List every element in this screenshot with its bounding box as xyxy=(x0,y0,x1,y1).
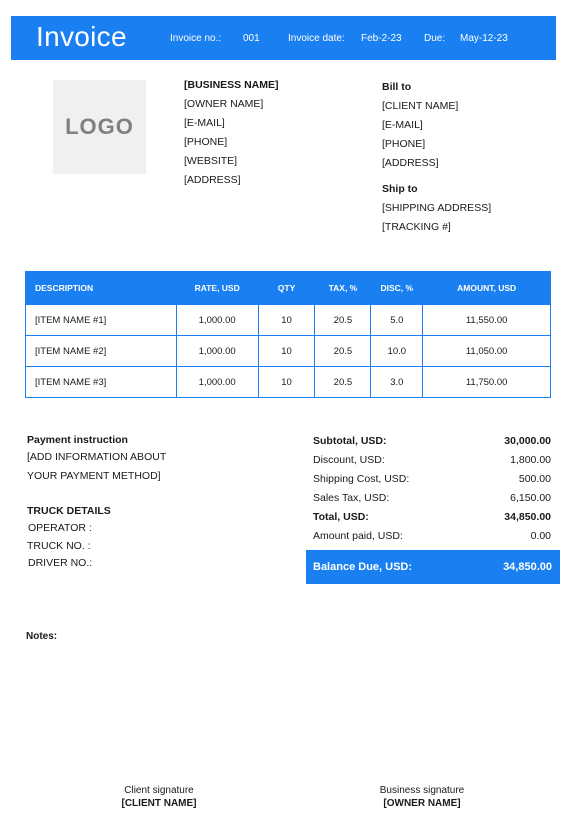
tracking-number: [TRACKING #] xyxy=(382,221,451,233)
column-header: RATE, USD xyxy=(176,272,258,305)
client-email: [E-MAIL] xyxy=(382,119,423,131)
truck-details-heading: TRUCK DETAILS xyxy=(27,505,111,517)
client-signature-label: Client signature xyxy=(124,785,194,796)
column-header: DESCRIPTION xyxy=(26,272,177,305)
invoice-date-value: Feb-2-23 xyxy=(361,33,402,44)
business-signature-name: [OWNER NAME] xyxy=(383,798,461,809)
item-tax: 20.5 xyxy=(315,305,371,336)
invoice-date-label: Invoice date: xyxy=(288,33,345,44)
item-disc: 5.0 xyxy=(371,305,423,336)
tax-row xyxy=(313,489,551,508)
invoice-title: Invoice xyxy=(36,21,127,52)
payment-line-2: YOUR PAYMENT METHOD] xyxy=(27,470,161,482)
business-signature xyxy=(342,784,502,810)
item-amount: 11,750.00 xyxy=(423,367,551,398)
truck-no-field: TRUCK NO. : xyxy=(27,540,91,552)
discount-value: 1,800.00 xyxy=(510,454,551,466)
column-header: QTY xyxy=(258,272,315,305)
business-signature-label: Business signature xyxy=(379,785,465,796)
item-rate: 1,000.00 xyxy=(176,305,258,336)
totals-section xyxy=(313,432,551,546)
business-phone: [PHONE] xyxy=(184,136,228,148)
item-rate: 1,000.00 xyxy=(176,367,258,398)
balance-due-bar xyxy=(306,550,560,584)
payment-line-1: [ADD INFORMATION ABOUT xyxy=(27,451,167,463)
invoice-no-label: Invoice no.: xyxy=(170,33,222,44)
column-header: AMOUNT, USD xyxy=(423,272,551,305)
item-description: [ITEM NAME #2] xyxy=(26,336,177,367)
column-header: TAX, % xyxy=(315,272,371,305)
item-tax: 20.5 xyxy=(315,367,371,398)
item-disc: 10.0 xyxy=(371,336,423,367)
logo-placeholder xyxy=(53,80,146,174)
subtotal-label: Subtotal, USD: xyxy=(313,435,387,447)
ship-to xyxy=(382,180,491,237)
business-name: [BUSINESS NAME] xyxy=(184,79,279,91)
tax-value: 6,150.00 xyxy=(510,492,551,504)
business-address: [ADDRESS] xyxy=(184,174,241,186)
business-info xyxy=(184,76,279,190)
due-date-value: May-12-23 xyxy=(460,33,508,44)
table-row xyxy=(26,336,551,367)
item-disc: 3.0 xyxy=(371,367,423,398)
item-qty: 10 xyxy=(258,367,315,398)
paid-value: 0.00 xyxy=(530,530,551,542)
item-tax: 20.5 xyxy=(315,336,371,367)
tax-label: Sales Tax, USD: xyxy=(313,492,390,504)
item-description: [ITEM NAME #3] xyxy=(26,367,177,398)
notes-label: Notes: xyxy=(26,631,58,642)
client-signature-name: [CLIENT NAME] xyxy=(121,798,197,809)
total-row xyxy=(313,508,551,527)
invoice-header xyxy=(11,16,556,60)
paid-label: Amount paid, USD: xyxy=(313,530,403,542)
payment-section xyxy=(27,432,166,572)
paid-row xyxy=(313,527,551,546)
bill-to xyxy=(382,78,458,173)
item-qty: 10 xyxy=(258,336,315,367)
client-address: [ADDRESS] xyxy=(382,157,439,169)
operator-field: OPERATOR : xyxy=(28,522,92,534)
item-amount: 11,050.00 xyxy=(423,336,551,367)
logo-text: LOGO xyxy=(65,114,134,139)
payment-heading: Payment instruction xyxy=(27,434,128,446)
client-name: [CLIENT NAME] xyxy=(382,100,459,112)
column-header: DISC, % xyxy=(371,272,423,305)
shipping-row xyxy=(313,470,551,489)
subtotal-row xyxy=(313,432,551,451)
item-rate: 1,000.00 xyxy=(176,336,258,367)
table-row xyxy=(26,305,551,336)
invoice-no-value: 001 xyxy=(243,33,260,44)
business-email: [E-MAIL] xyxy=(184,117,225,129)
shipping-value: 500.00 xyxy=(518,473,551,485)
driver-no-field: DRIVER NO.: xyxy=(28,557,93,569)
subtotal-value: 30,000.00 xyxy=(504,435,551,447)
due-label: Due: xyxy=(424,33,446,44)
item-qty: 10 xyxy=(258,305,315,336)
discount-row xyxy=(313,451,551,470)
item-description: [ITEM NAME #1] xyxy=(26,305,177,336)
item-amount: 11,550.00 xyxy=(423,305,551,336)
ship-to-heading: Ship to xyxy=(382,183,418,195)
balance-label: Balance Due, USD: xyxy=(313,561,413,573)
shipping-address: [SHIPPING ADDRESS] xyxy=(382,202,492,214)
owner-name: [OWNER NAME] xyxy=(184,98,264,110)
total-label: Total, USD: xyxy=(313,511,369,523)
business-website: [WEBSITE] xyxy=(184,155,238,167)
balance-value: 34,850.00 xyxy=(503,561,552,573)
client-phone: [PHONE] xyxy=(382,138,426,150)
bill-to-heading: Bill to xyxy=(382,81,412,93)
discount-label: Discount, USD: xyxy=(313,454,385,466)
total-value: 34,850.00 xyxy=(504,511,551,523)
client-signature xyxy=(79,784,239,810)
items-table xyxy=(25,271,551,398)
items-header-row xyxy=(26,272,551,305)
table-row xyxy=(26,367,551,398)
shipping-label: Shipping Cost, USD: xyxy=(313,473,410,485)
